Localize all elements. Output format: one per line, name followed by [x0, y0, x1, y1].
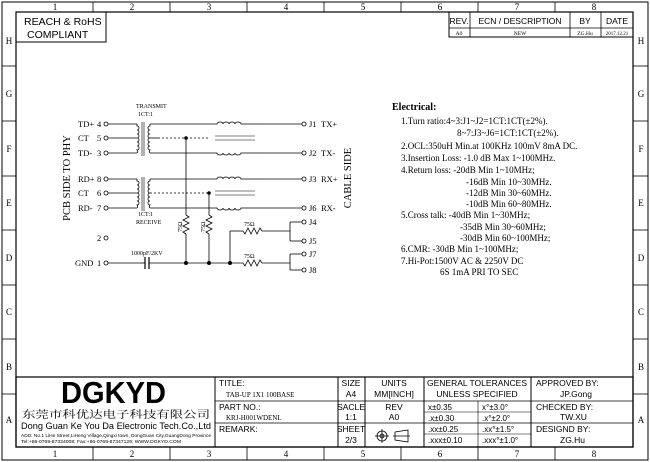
company-logo: DGKYD [61, 375, 166, 410]
col-7-bottom: 7 [514, 449, 520, 459]
checked-label: CHECKED BY: [536, 402, 594, 412]
row-d-right: D [637, 253, 645, 263]
tol-row-2-b: .x°±2.0° [482, 414, 511, 423]
pin-td-minus-num: 3 [97, 148, 102, 158]
units-label: UNITS [381, 378, 407, 388]
electrical-line-8: -10dB Min 60~80MHz. [466, 199, 552, 209]
compliance-box [16, 12, 106, 42]
pin-td-minus-name: TD- [78, 148, 93, 158]
company-contact: Tel:+86-0769-87334008; Fax:+86-0769-87347129; WWW.DGKYD.COM [21, 439, 182, 444]
row-c-left: C [5, 307, 13, 317]
date-value: 2017.12.21 [605, 32, 629, 37]
transmit-ratio: 1CT:1 [138, 112, 154, 118]
approved-label: APPROVED BY: [536, 378, 599, 388]
part-label: PART NO.: [219, 402, 261, 412]
row-b-left: B [5, 362, 13, 372]
rev-value: A0 [455, 31, 463, 37]
res-j78-label: 75Ω [244, 254, 255, 260]
pin-j5: J5 [309, 236, 317, 246]
pin-gnd-name: GND [75, 258, 94, 268]
col-6-top: 6 [437, 2, 443, 12]
pin-j8: J8 [309, 265, 317, 275]
col-2-top: 2 [129, 2, 135, 12]
col-4-bottom: 4 [283, 449, 289, 459]
pin-rd-plus-num: 8 [97, 174, 102, 184]
rev-value-tb: A0 [388, 412, 400, 422]
pin-j7: J7 [309, 249, 317, 259]
electrical-line-1: 1.Turn ratio:4~3:J1~J2=1CT:1CT(±2%). [401, 116, 548, 126]
col-2-bottom: 2 [129, 449, 135, 459]
pin-2-num: 2 [97, 233, 102, 243]
electrical-line-11: -30dB Min 60~100MHz; [460, 233, 551, 243]
checked-value: TW.XU [560, 412, 587, 422]
tol-row-3-a: .xx±0.25 [428, 425, 459, 434]
pin-rd-minus-num: 7 [97, 203, 102, 213]
row-g-left: G [5, 89, 13, 99]
by-value: ZG.Hu [577, 31, 593, 37]
zone-rows [2, 36, 648, 425]
units-value: MM[INCH] [374, 389, 414, 399]
designed-label: DESIGND BY: [536, 424, 591, 434]
col-5-bottom: 5 [360, 449, 366, 459]
row-g-right: G [637, 89, 645, 99]
pin-ct-rx-name: CT [78, 188, 89, 198]
col-7-top: 7 [514, 2, 520, 12]
scale-value: 1:1 [345, 412, 357, 422]
row-f-left: F [6, 144, 12, 154]
right-pin-circles [302, 122, 306, 272]
left-pin-circles [104, 122, 108, 265]
electrical-line-3: 2.OCL:350uH Min.at 100KHz 100mV 8mA DC. [401, 141, 578, 151]
electrical-line-13: 7.Hi-Pot:1500V AC & 2250V DC [401, 256, 524, 266]
tol-row-4-b: .xxx°±1.0° [482, 436, 519, 445]
pin-ct-rx-num: 6 [97, 188, 102, 198]
sheet-label: SHEET [336, 424, 366, 434]
company-block [21, 375, 212, 444]
pin-j6: J6 [309, 203, 317, 213]
electrical-line-5: 4.Return loss: -20dB Min 1~10MHz; [401, 165, 535, 175]
electrical-notes [392, 102, 577, 277]
compliance-line1: REACH & RoHS [24, 16, 102, 28]
tol-row-1-a: x±0.35 [428, 403, 452, 412]
scale-label: SACLE [337, 402, 365, 412]
col-4-top: 4 [283, 2, 289, 12]
electrical-title: Electrical: [392, 102, 437, 113]
pin-j3: J3 [309, 174, 317, 184]
remark-label: REMARK: [219, 424, 258, 434]
title-fields [219, 378, 599, 445]
electrical-line-4: 3.Insertion Loss: -1.0 dB Max 1~100MHz. [401, 153, 556, 163]
col-1-top: 1 [52, 2, 58, 12]
col-6-bottom: 6 [437, 449, 443, 459]
electrical-line-12: 6.CMR: -30dB Min 1~100MHz; [401, 244, 519, 254]
projection-symbol-icon [375, 429, 410, 443]
termination-network [108, 137, 302, 270]
col-3-bottom: 3 [206, 449, 212, 459]
pin-j1: J1 [309, 119, 317, 129]
pin-j1-signal: TX+ [321, 119, 338, 129]
revision-table [449, 12, 633, 37]
title-value: TAB-UP 1X1 100BASE [226, 391, 295, 399]
row-f-right: F [638, 144, 644, 154]
res-j45-label: 75Ω [244, 222, 255, 228]
sheet-value: 2/3 [345, 435, 357, 445]
col-3-top: 3 [206, 2, 212, 12]
rx-wires [108, 177, 302, 211]
electrical-line-7: -12dB Min 30~60MHz. [466, 188, 552, 198]
company-name-en: Dong Guan Ke You Da Electronic Tech.Co.,Ltd [21, 421, 211, 431]
row-d-left: D [5, 253, 13, 263]
row-e-left: E [6, 198, 12, 208]
ecn-header: ECN / DESCRIPTION [478, 16, 562, 26]
pin-td-plus-name: TD+ [78, 119, 95, 129]
col-8-bottom: 8 [591, 449, 597, 459]
date-header: DATE [605, 16, 629, 26]
part-value: KRJ-H001WDENL [226, 414, 282, 422]
row-c-right: C [637, 307, 645, 317]
company-address: ADD: No.1 LiHe Street,LiHeng Village,Qingxi town, DongGuan City,GuangDong Province [21, 433, 212, 438]
row-e-right: E [638, 198, 644, 208]
col-5-top: 5 [360, 2, 366, 12]
pin-j3-signal: RX+ [321, 174, 338, 184]
tolerance-title-1: GENERAL TOLERANCES [427, 378, 527, 388]
capacitor-label: 1000pF/2KV [131, 251, 163, 257]
cable-side-label: CABLE SIDE [343, 147, 354, 209]
row-a-right: A [637, 415, 645, 425]
pcb-side-label: PCB SIDE TO PHY [62, 135, 73, 221]
electrical-line-2: 8~7:J3~J6=1CT:1CT(±2%). [457, 128, 559, 138]
res-vert-left-label: 75Ω [178, 221, 184, 232]
transmit-label: TRANSMIT [136, 104, 167, 110]
pin-j2: J2 [309, 148, 317, 158]
col-1-bottom: 1 [52, 449, 58, 459]
tx-wires [108, 122, 302, 156]
tol-row-4-a: .xxx±0.10 [428, 436, 463, 445]
pin-ct-tx-name: CT [78, 133, 89, 143]
schematic [62, 104, 354, 275]
row-b-right: B [637, 362, 645, 372]
pin-ct-tx-num: 5 [97, 133, 102, 143]
by-header: BY [579, 16, 591, 26]
electrical-line-14: 6S 1mA PRI TO SEC [440, 267, 519, 277]
tolerance-title-2: UNLESS SPECIFIED [436, 389, 518, 399]
electrical-line-10: -35dB Min 30~60MHz; [460, 222, 546, 232]
row-h-right: H [637, 36, 645, 46]
pin-j2-signal: TX- [321, 148, 336, 158]
res-vert-right-label: 75Ω [201, 221, 207, 232]
title-label: TITLE: [219, 378, 245, 388]
approved-value: JP.Gong [560, 389, 592, 399]
col-8-top: 8 [591, 2, 597, 12]
rev-label: REV [385, 402, 403, 412]
pin-gnd-num: 1 [97, 258, 102, 268]
company-name-cn: 东莞市科优达电子科技有限公司 [22, 410, 162, 421]
pin-rd-plus-name: RD+ [78, 174, 95, 184]
electrical-line-6: -16dB Min 10~30MHz. [466, 177, 552, 187]
compliance-line2: COMPLIANT [27, 29, 89, 41]
row-a-left: A [5, 415, 13, 425]
pin-j4: J4 [309, 217, 317, 227]
row-h-left: H [5, 36, 13, 46]
size-value: A4 [345, 389, 357, 399]
receive-label: RECEIVE [136, 220, 162, 226]
pin-td-plus-num: 4 [97, 119, 102, 129]
designed-value: ZG.Hu [560, 435, 586, 445]
tol-row-3-b: .xx°±1.5° [482, 425, 515, 434]
pin-rd-minus-name: RD- [78, 203, 93, 213]
receive-ratio: 1CT:1 [138, 212, 154, 218]
ecn-value: NEW [513, 31, 527, 37]
rev-header: REV. [449, 16, 469, 26]
electrical-line-9: 5.Cross talk: -40dB Min 1~30MHz; [401, 210, 531, 220]
size-label: SIZE [341, 378, 361, 388]
pin-j6-signal: RX- [321, 203, 336, 213]
tol-row-1-b: x°±3.0° [482, 403, 508, 412]
tol-row-2-a: .x±0.30 [428, 414, 455, 423]
